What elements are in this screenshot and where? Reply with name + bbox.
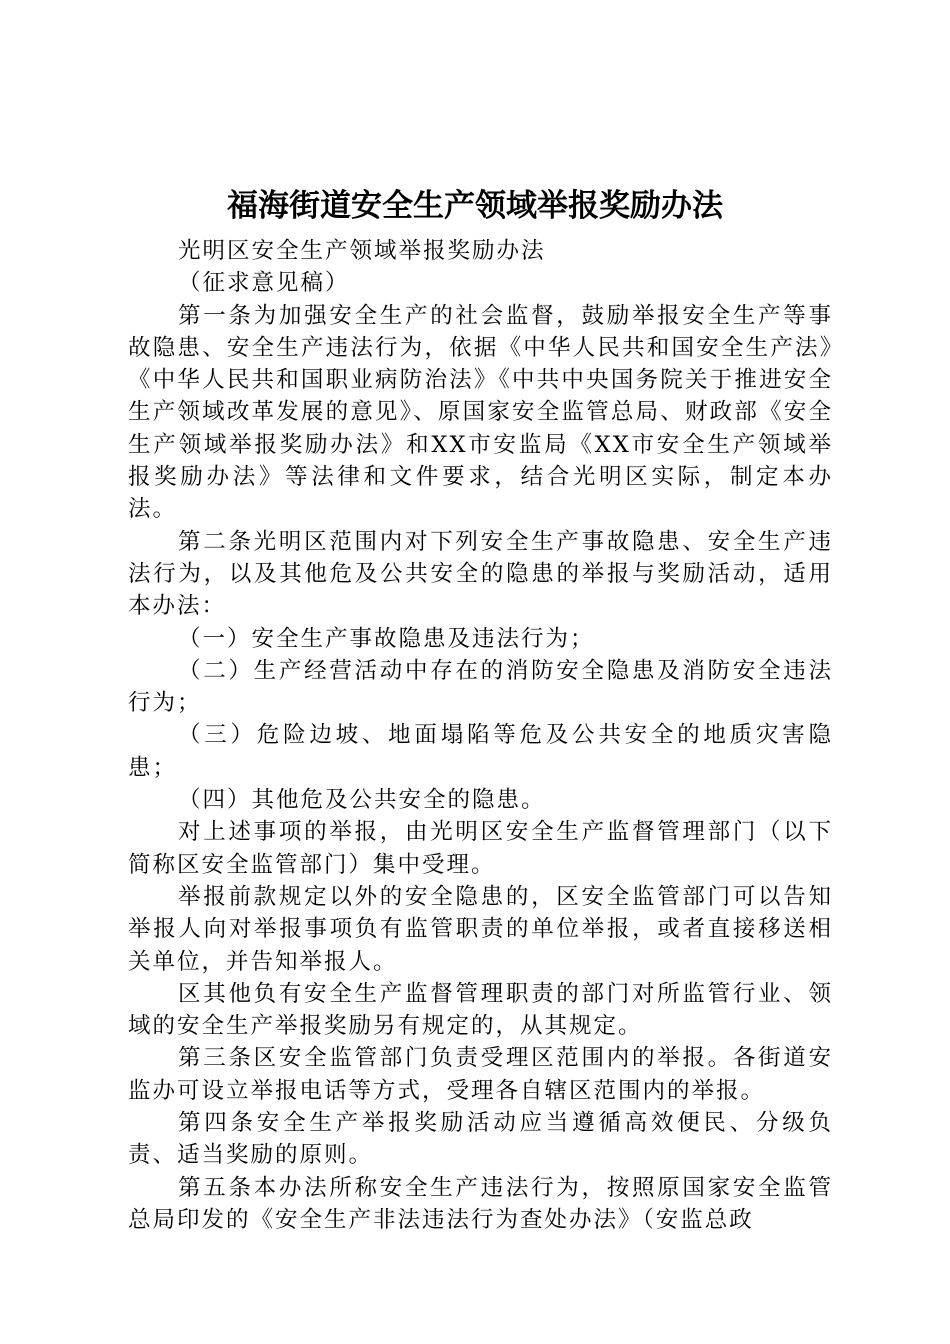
- subtitle-paragraph: 光明区安全生产领域举报奖励办法: [178, 238, 546, 264]
- list-item-3: （三）危险边坡、地面塌陷等危及公共安全的地质灾害隐患；: [128, 722, 833, 781]
- article-1-paragraph: 第一条为加强安全生产的社会监督，鼓励举报安全生产等事故隐患、安全生产违法行为，依据《中华人民共和国安全生产法》《中华人民共和国职业病防治法》《中共中央国务院关于推进安全生产领域改革发展的意见》、原国家安全监管总局、财政部《安全生产领域举报奖励办法》和XX市安监局《XX市安全生产领域举报奖励办法》等法律和文件要求，结合光明区实际，制定本办法。: [128, 302, 833, 523]
- document-title: 福海街道安全生产领域举报奖励办法: [227, 188, 723, 224]
- article-5-paragraph: 第五条本办法所称安全生产违法行为，按照原国家安全监管总局印发的《安全生产非法违法行为查处办法》（安监总政: [128, 1174, 833, 1233]
- list-item-1: （一）安全生产事故隐患及违法行为；: [178, 625, 595, 652]
- body-paragraph: 举报前款规定以外的安全隐患的，区安全监管部门可以告知举报人向对举报事项负有监管职责的单位举报，或者直接移送相关单位，并告知举报人。: [128, 883, 833, 975]
- list-item-4: （四）其他危及公共安全的隐患。: [178, 787, 546, 814]
- article-4-paragraph: 第四条安全生产举报奖励活动应当遵循高效便民、分级负责、适当奖励的原则。: [128, 1110, 833, 1169]
- body-paragraph: 区其他负有安全生产监督管理职责的部门对所监管行业、领域的安全生产举报奖励另有规定的，从其规定。: [128, 980, 833, 1040]
- document-body: [128, 235, 833, 1236]
- draft-note-paragraph: （征求意见稿）: [178, 270, 350, 297]
- article-3-paragraph: 第三条区安全监管部门负责受理区范围内的举报。各街道安监办可设立举报电话等方式，受理各自辖区范围内的举报。: [128, 1045, 833, 1104]
- list-item-2: （二）生产经营活动中存在的消防安全隐患及消防安全违法行为；: [128, 657, 833, 717]
- article-2-paragraph: 第二条光明区范围内对下列安全生产事故隐患、安全生产违法行为，以及其他危及公共安全的隐患的举报与奖励活动，适用本办法：: [128, 528, 833, 620]
- body-paragraph: 对上述事项的举报，由光明区安全生产监督管理部门（以下简称区安全监管部门）集中受理。: [128, 819, 833, 878]
